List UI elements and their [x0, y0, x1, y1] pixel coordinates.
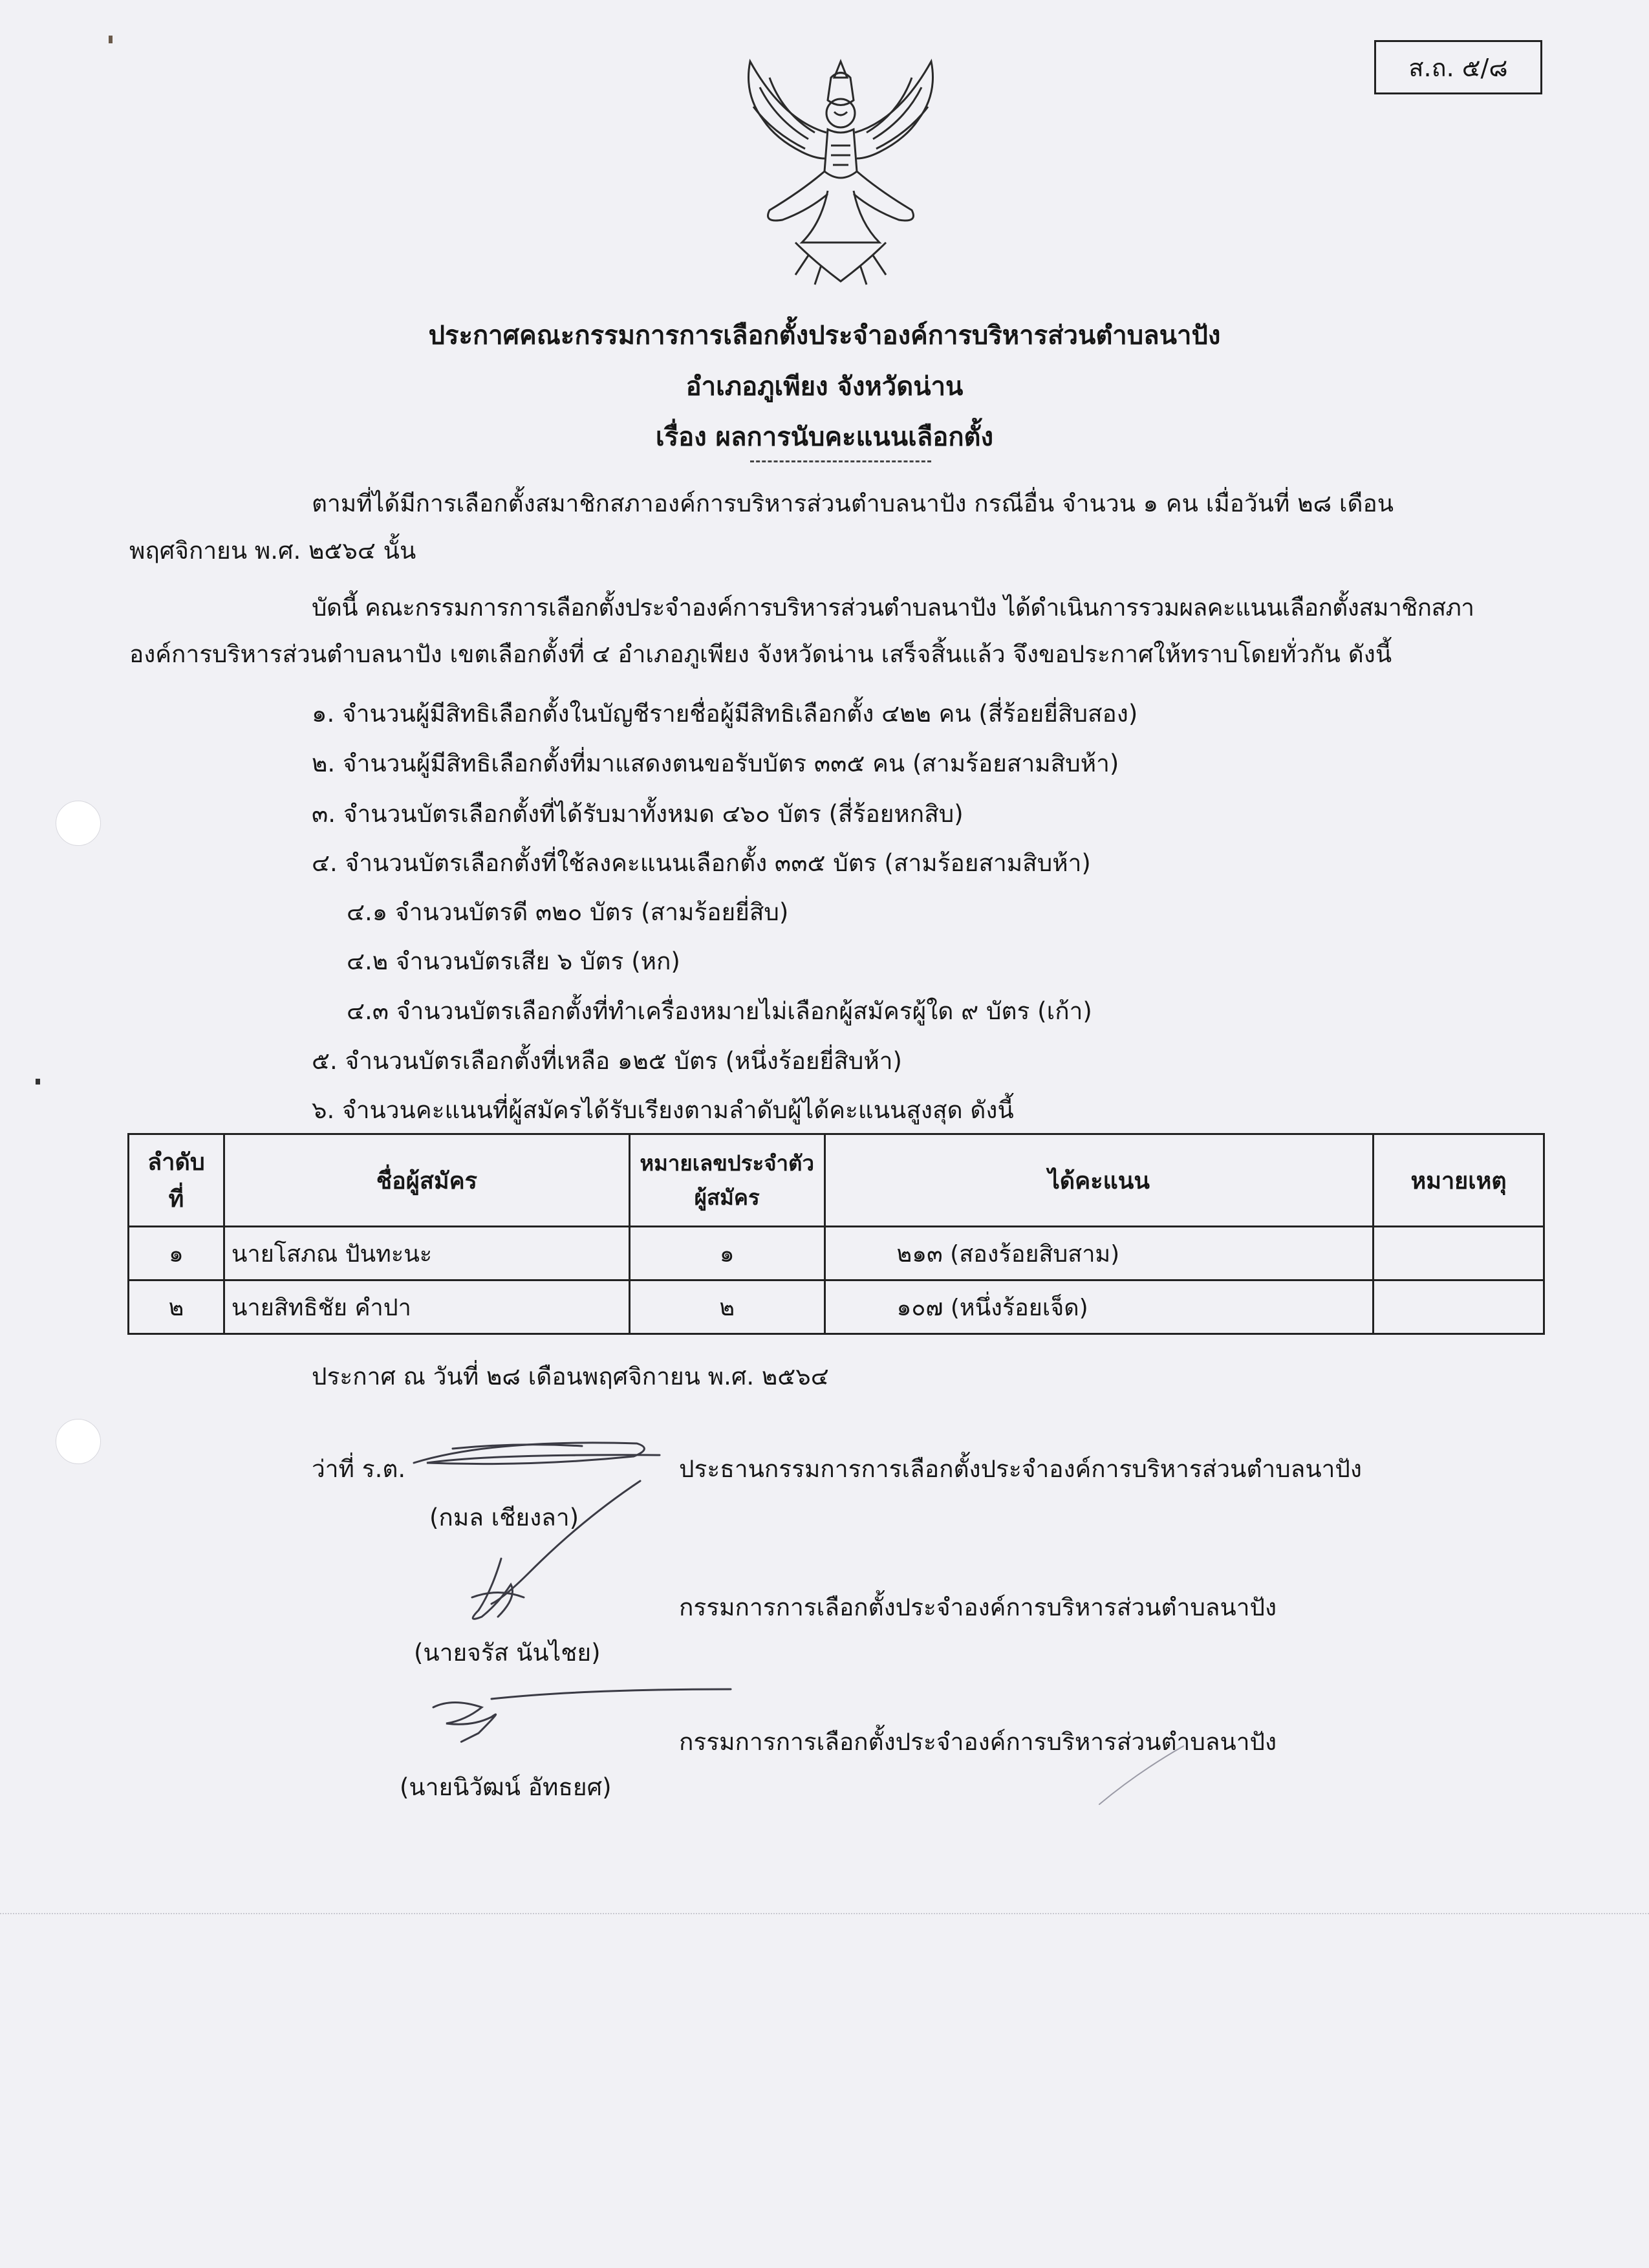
committee-member-2-role: กรรมการการเลือกตั้งประจำองค์การบริหารส่วนตำบลนาปัง: [679, 1728, 1277, 1756]
stray-mark-left: [36, 1079, 40, 1085]
header-score: ได้คะแนน: [824, 1134, 1374, 1227]
member-1-signature-mark: [473, 1559, 512, 1619]
garuda-emblem-icon: [724, 49, 957, 294]
table-row: [129, 1227, 1544, 1280]
punch-hole-bottom: [56, 1419, 101, 1464]
item-voters-present: ๒. จำนวนผู้มีสิทธิเลือกตั้งที่มาแสดงตนขอรับบัตร ๓๓๕ คน (สามร้อยสามสิบห้า): [312, 750, 1119, 777]
chair-signature-mark: [414, 1443, 660, 1464]
stray-mark-top: [109, 36, 113, 43]
row-remark: [1374, 1227, 1544, 1280]
table-header-row: [129, 1134, 1544, 1227]
row-score: ๒๑๓ (สองร้อยสิบสาม): [824, 1227, 1374, 1280]
row-candidate-name: นายสิทธิชัย คำปา: [224, 1280, 629, 1334]
chair-name: (กมล เชียงลา): [429, 1504, 579, 1531]
item-good-ballots: ๔.๑ จำนวนบัตรดี ๓๒๐ บัตร (สามร้อยยี่สิบ): [347, 898, 789, 926]
item-remaining-ballots: ๕. จำนวนบัตรเลือกตั้งที่เหลือ ๑๒๕ บัตร (หนึ่งร้อยยี่สิบห้า): [312, 1047, 902, 1075]
subject-line: เรื่อง ผลการนับคะแนนเลือกตั้ง: [655, 422, 994, 452]
member-2-signature-mark: [433, 1703, 496, 1742]
document-code-box: [1374, 40, 1542, 94]
row-candidate-number: ๒: [629, 1280, 824, 1334]
announcement-title: ประกาศคณะกรรมการการเลือกตั้งประจำองค์การบริหารส่วนตำบลนาปัง: [428, 321, 1221, 351]
item-no-vote-ballots: ๔.๓ จำนวนบัตรเลือกตั้งที่ทำเครื่องหมายไม่เลือกผู้สมัครผู้ใด ๙ บัตร (เก้า): [347, 997, 1092, 1025]
item-spoiled-ballots: ๔.๒ จำนวนบัตรเสีย ๖ บัตร (หก): [347, 947, 680, 975]
intro-paragraph-2-line-2: องค์การบริหารส่วนตำบลนาปัง เขตเลือกตั้งที่ ๔ อำเภอภูเพียง จังหวัดน่าน เสร็จสิ้นแล้ว จึงขอประกาศให้ทราบโดยทั่วกัน ดังนี้: [129, 640, 1392, 668]
item-eligible-voters: ๑. จำนวนผู้มีสิทธิเลือกตั้งในบัญชีรายชื่อผู้มีสิทธิเลือกตั้ง ๔๒๒ คน (สี่ร้อยยี่สิบสอง): [312, 700, 1138, 728]
document-code: ส.ถ. ๕/๘: [1408, 53, 1508, 82]
header-remark: หมายเหตุ: [1374, 1134, 1544, 1227]
header-candidate-name: ชื่อผู้สมัคร: [224, 1134, 629, 1227]
row-score: ๑๐๗ (หนึ่งร้อยเจ็ด): [824, 1280, 1374, 1334]
row-remark: [1374, 1280, 1544, 1334]
header-order-line-2: ที่: [168, 1186, 184, 1213]
punch-hole-top: [56, 801, 101, 846]
intro-paragraph-1-line-2: พฤศจิกายน พ.ศ. ๒๕๖๔ นั้น: [129, 537, 416, 565]
chair-role: ประธานกรรมการการเลือกตั้งประจำองค์การบริหารส่วนตำบลนาปัง: [679, 1455, 1362, 1483]
row-order: ๒: [129, 1280, 224, 1334]
header-number-line-2: ผู้สมัคร: [694, 1185, 760, 1210]
district-province: อำเภอภูเพียง จังหวัดน่าน: [685, 372, 964, 402]
committee-member-1-role: กรรมการการเลือกตั้งประจำองค์การบริหารส่วนตำบลนาปัง: [679, 1593, 1277, 1621]
announcement-date: ประกาศ ณ วันที่ ๒๘ เดือนพฤศจิกายน พ.ศ. ๒๕๖๔: [312, 1363, 829, 1390]
perforation-line: [0, 1913, 1649, 1914]
header-order: [129, 1134, 224, 1227]
row-candidate-number: ๑: [629, 1227, 824, 1280]
row-order: ๑: [129, 1227, 224, 1280]
intro-paragraph-1-line-1: ตามที่ได้มีการเลือกตั้งสมาชิกสภาองค์การบริหารส่วนตำบลนาปัง กรณีอื่น จำนวน ๑ คน เมื่อวันที่ ๒๘ เดือน: [312, 490, 1394, 517]
row-candidate-name: นายโสภณ ปันทะนะ: [224, 1227, 629, 1280]
committee-member-1-name: (นายจรัส นันไชย): [414, 1639, 601, 1667]
chair-title-prefix: ว่าที่ ร.ต.: [312, 1455, 406, 1483]
header-candidate-number: [629, 1134, 824, 1227]
title-divider: [750, 460, 931, 462]
committee-member-2-name: (นายนิวัฒน์ อัทธยศ): [400, 1773, 612, 1801]
item-candidate-scores-heading: ๖. จำนวนคะแนนที่ผู้สมัครได้รับเรียงตามลำดับผู้ได้คะแนนสูงสุด ดังนี้: [312, 1096, 1014, 1124]
item-ballots-used: ๔. จำนวนบัตรเลือกตั้งที่ใช้ลงคะแนนเลือกตั้ง ๓๓๕ บัตร (สามร้อยสามสิบห้า): [312, 849, 1091, 877]
header-number-line-1: หมายเลขประจำตัว: [640, 1150, 815, 1176]
results-table: [127, 1133, 1545, 1335]
intro-paragraph-2-line-1: บัดนี้ คณะกรรมการการเลือกตั้งประจำองค์การบริหารส่วนตำบลนาปัง ได้ดำเนินการรวมผลคะแนนเลือกตั้งสมาชิกสภา: [312, 594, 1474, 621]
header-order-line-1: ลำดับ: [147, 1149, 205, 1176]
table-row: [129, 1280, 1544, 1334]
item-ballots-received: ๓. จำนวนบัตรเลือกตั้งที่ได้รับมาทั้งหมด ๔๖๐ บัตร (สี่ร้อยหกสิบ): [312, 800, 964, 828]
